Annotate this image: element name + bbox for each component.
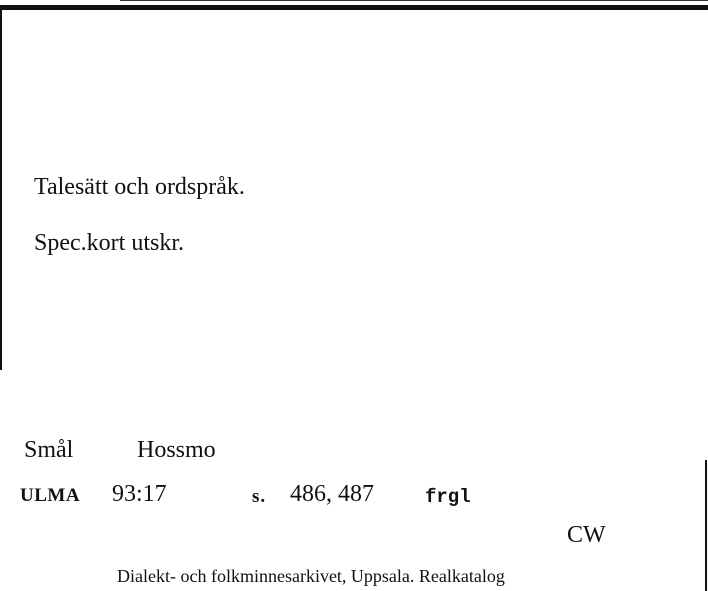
page-prefix: s. [252, 486, 267, 507]
page-numbers: 486, 487 [290, 481, 374, 507]
subject-line-1: Talesätt och ordspråk. [34, 174, 245, 200]
parish-label: Hossmo [137, 437, 216, 463]
top-thin-border [120, 0, 708, 1]
right-border [705, 460, 707, 591]
accession-number: 93:17 [112, 481, 167, 507]
subject-line-2: Spec.kort utskr. [34, 230, 184, 256]
top-border [0, 5, 708, 10]
province-label: Smål [24, 437, 74, 463]
archive-code: ULMA [20, 485, 81, 506]
left-border [0, 8, 2, 370]
recorder-initials: CW [567, 522, 606, 548]
record-tag: frgl [425, 486, 471, 508]
archive-footer: Dialekt- och folkminnesarkivet, Uppsala. Realkatalog [117, 566, 505, 586]
